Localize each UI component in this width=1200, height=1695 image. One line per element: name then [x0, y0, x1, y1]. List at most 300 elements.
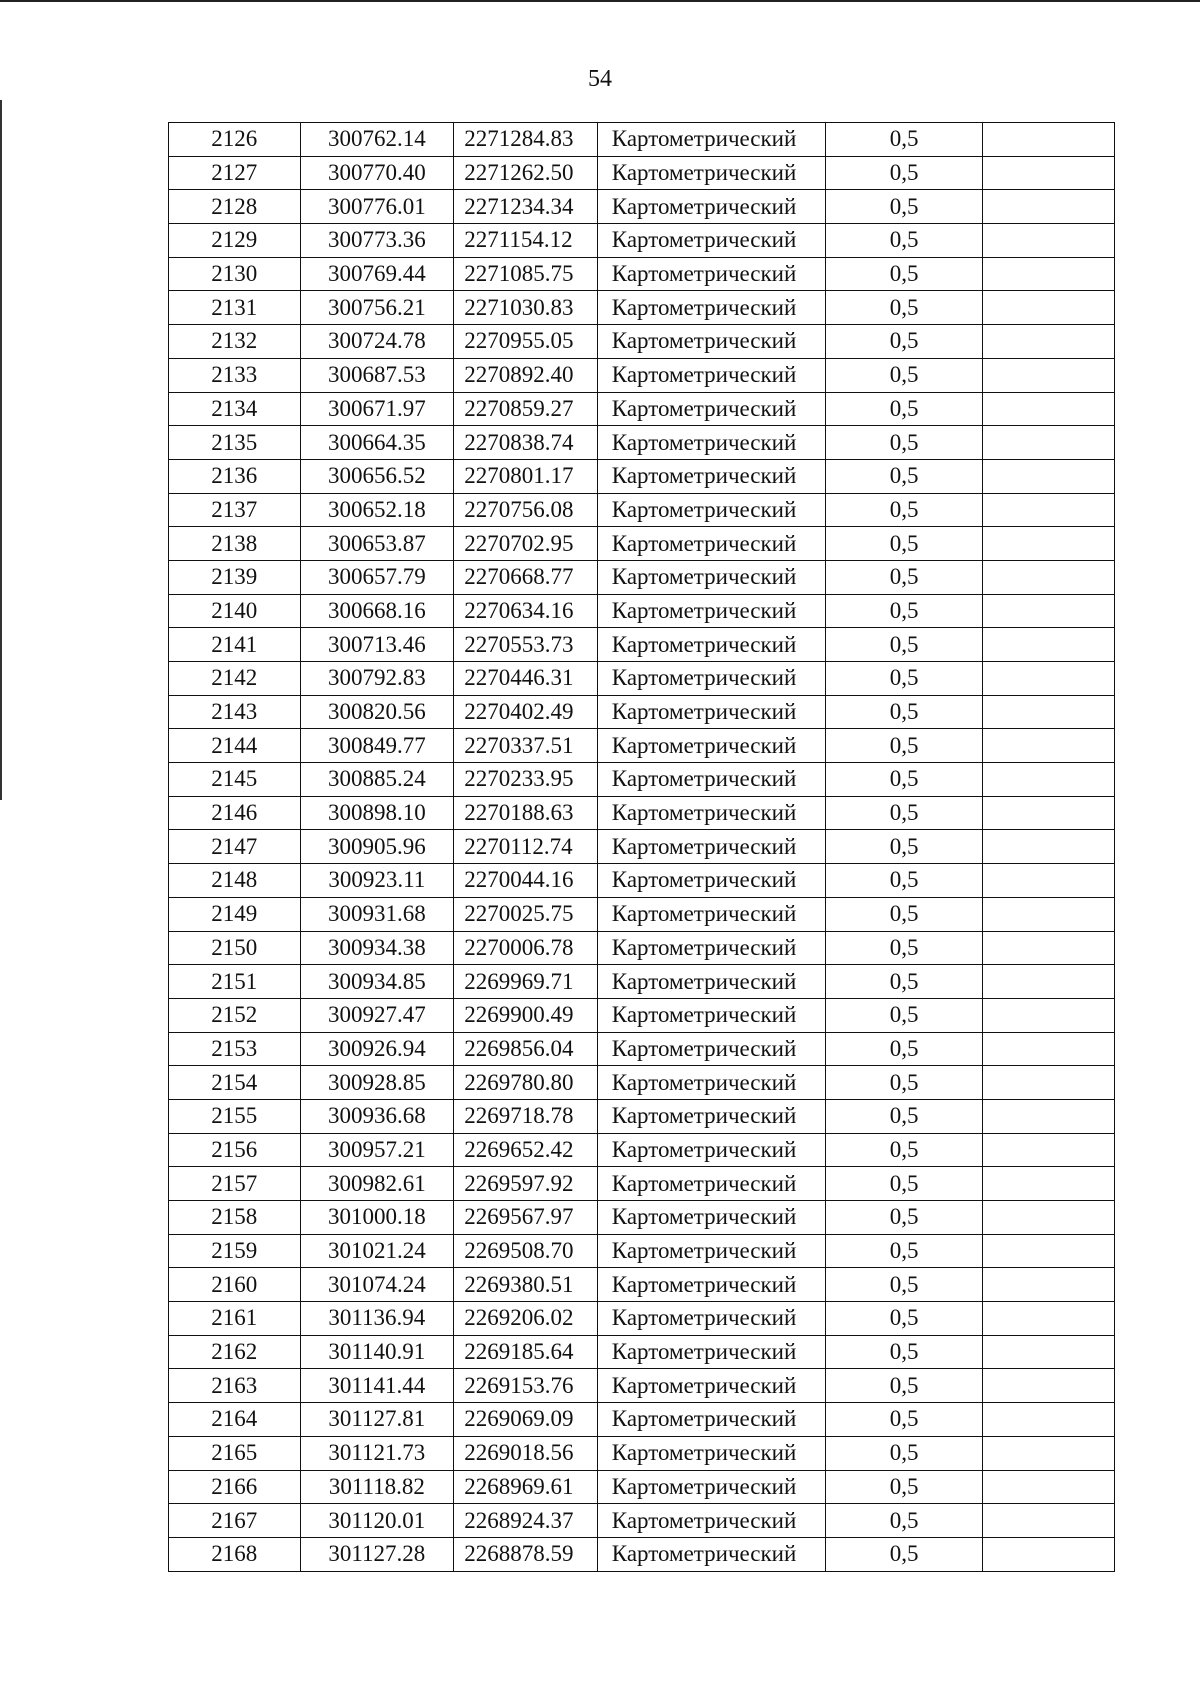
- note-cell: [983, 628, 1115, 662]
- x-coordinate-cell: 301021.24: [300, 1234, 454, 1268]
- accuracy-cell: 0,5: [825, 190, 983, 224]
- y-coordinate-cell: 2271234.34: [454, 190, 598, 224]
- table-row: [169, 1302, 1115, 1336]
- method-cell: Картометрический: [597, 123, 825, 157]
- y-coordinate-cell: 2268969.61: [454, 1470, 598, 1504]
- note-cell: [983, 358, 1115, 392]
- table-row: [169, 1234, 1115, 1268]
- x-coordinate-cell: 300849.77: [300, 729, 454, 763]
- x-coordinate-cell: 301118.82: [300, 1470, 454, 1504]
- x-coordinate-cell: 301120.01: [300, 1504, 454, 1538]
- note-cell: [983, 695, 1115, 729]
- point-number-cell: 2151: [169, 965, 301, 999]
- point-number-cell: 2161: [169, 1302, 301, 1336]
- x-coordinate-cell: 300928.85: [300, 1066, 454, 1100]
- y-coordinate-cell: 2270668.77: [454, 560, 598, 594]
- accuracy-cell: 0,5: [825, 1099, 983, 1133]
- note-cell: [983, 459, 1115, 493]
- note-cell: [983, 392, 1115, 426]
- note-cell: [983, 527, 1115, 561]
- accuracy-cell: 0,5: [825, 628, 983, 662]
- accuracy-cell: 0,5: [825, 1032, 983, 1066]
- y-coordinate-cell: 2271262.50: [454, 156, 598, 190]
- point-number-cell: 2143: [169, 695, 301, 729]
- y-coordinate-cell: 2269380.51: [454, 1268, 598, 1302]
- point-number-cell: 2146: [169, 796, 301, 830]
- table-row: [169, 1470, 1115, 1504]
- accuracy-cell: 0,5: [825, 459, 983, 493]
- y-coordinate-cell: 2271154.12: [454, 224, 598, 258]
- point-number-cell: 2164: [169, 1403, 301, 1437]
- table-row: [169, 662, 1115, 696]
- method-cell: Картометрический: [597, 594, 825, 628]
- x-coordinate-cell: 300957.21: [300, 1133, 454, 1167]
- x-coordinate-cell: 300713.46: [300, 628, 454, 662]
- method-cell: Картометрический: [597, 291, 825, 325]
- method-cell: Картометрический: [597, 1470, 825, 1504]
- x-coordinate-cell: 300653.87: [300, 527, 454, 561]
- method-cell: Картометрический: [597, 897, 825, 931]
- accuracy-cell: 0,5: [825, 224, 983, 258]
- x-coordinate-cell: 300656.52: [300, 459, 454, 493]
- note-cell: [983, 594, 1115, 628]
- table-row: [169, 763, 1115, 797]
- y-coordinate-cell: 2269069.09: [454, 1403, 598, 1437]
- point-number-cell: 2147: [169, 830, 301, 864]
- point-number-cell: 2144: [169, 729, 301, 763]
- table-row: [169, 156, 1115, 190]
- note-cell: [983, 1369, 1115, 1403]
- table-row: [169, 1167, 1115, 1201]
- x-coordinate-cell: 300898.10: [300, 796, 454, 830]
- method-cell: Картометрический: [597, 426, 825, 460]
- accuracy-cell: 0,5: [825, 493, 983, 527]
- y-coordinate-cell: 2269567.97: [454, 1201, 598, 1235]
- accuracy-cell: 0,5: [825, 763, 983, 797]
- method-cell: Картометрический: [597, 527, 825, 561]
- note-cell: [983, 1201, 1115, 1235]
- accuracy-cell: 0,5: [825, 1436, 983, 1470]
- note-cell: [983, 796, 1115, 830]
- point-number-cell: 2166: [169, 1470, 301, 1504]
- accuracy-cell: 0,5: [825, 1504, 983, 1538]
- x-coordinate-cell: 301141.44: [300, 1369, 454, 1403]
- top-border-line: [0, 0, 1200, 2]
- point-number-cell: 2141: [169, 628, 301, 662]
- x-coordinate-cell: 300756.21: [300, 291, 454, 325]
- point-number-cell: 2133: [169, 358, 301, 392]
- note-cell: [983, 291, 1115, 325]
- x-coordinate-cell: 300762.14: [300, 123, 454, 157]
- y-coordinate-cell: 2269018.56: [454, 1436, 598, 1470]
- table-row: [169, 1403, 1115, 1437]
- note-cell: [983, 1436, 1115, 1470]
- y-coordinate-cell: 2270402.49: [454, 695, 598, 729]
- point-number-cell: 2162: [169, 1335, 301, 1369]
- x-coordinate-cell: 300687.53: [300, 358, 454, 392]
- x-coordinate-cell: 300770.40: [300, 156, 454, 190]
- note-cell: [983, 325, 1115, 359]
- table-row: [169, 493, 1115, 527]
- y-coordinate-cell: 2269508.70: [454, 1234, 598, 1268]
- x-coordinate-cell: 300923.11: [300, 864, 454, 898]
- accuracy-cell: 0,5: [825, 1268, 983, 1302]
- note-cell: [983, 1234, 1115, 1268]
- point-number-cell: 2160: [169, 1268, 301, 1302]
- point-number-cell: 2149: [169, 897, 301, 931]
- x-coordinate-cell: 300652.18: [300, 493, 454, 527]
- note-cell: [983, 897, 1115, 931]
- accuracy-cell: 0,5: [825, 965, 983, 999]
- table-row: [169, 527, 1115, 561]
- method-cell: Картометрический: [597, 1504, 825, 1538]
- x-coordinate-cell: 300905.96: [300, 830, 454, 864]
- x-coordinate-cell: 300820.56: [300, 695, 454, 729]
- table-row: [169, 1201, 1115, 1235]
- x-coordinate-cell: 301136.94: [300, 1302, 454, 1336]
- method-cell: Картометрический: [597, 796, 825, 830]
- table-row: [169, 695, 1115, 729]
- y-coordinate-cell: 2270553.73: [454, 628, 598, 662]
- coordinates-table-body: [169, 123, 1115, 1572]
- method-cell: Картометрический: [597, 1302, 825, 1336]
- x-coordinate-cell: 300671.97: [300, 392, 454, 426]
- table-row: [169, 594, 1115, 628]
- x-coordinate-cell: 301127.81: [300, 1403, 454, 1437]
- accuracy-cell: 0,5: [825, 1335, 983, 1369]
- accuracy-cell: 0,5: [825, 1066, 983, 1100]
- y-coordinate-cell: 2269206.02: [454, 1302, 598, 1336]
- method-cell: Картометрический: [597, 358, 825, 392]
- point-number-cell: 2148: [169, 864, 301, 898]
- accuracy-cell: 0,5: [825, 257, 983, 291]
- table-row: [169, 1066, 1115, 1100]
- note-cell: [983, 1167, 1115, 1201]
- note-cell: [983, 830, 1115, 864]
- table-row: [169, 358, 1115, 392]
- note-cell: [983, 493, 1115, 527]
- note-cell: [983, 763, 1115, 797]
- point-number-cell: 2145: [169, 763, 301, 797]
- table-row: [169, 1032, 1115, 1066]
- x-coordinate-cell: 300926.94: [300, 1032, 454, 1066]
- note-cell: [983, 1335, 1115, 1369]
- y-coordinate-cell: 2268924.37: [454, 1504, 598, 1538]
- accuracy-cell: 0,5: [825, 325, 983, 359]
- note-cell: [983, 729, 1115, 763]
- y-coordinate-cell: 2269969.71: [454, 965, 598, 999]
- point-number-cell: 2136: [169, 459, 301, 493]
- accuracy-cell: 0,5: [825, 1403, 983, 1437]
- note-cell: [983, 1133, 1115, 1167]
- point-number-cell: 2142: [169, 662, 301, 696]
- note-cell: [983, 662, 1115, 696]
- accuracy-cell: 0,5: [825, 830, 983, 864]
- method-cell: Картометрический: [597, 729, 825, 763]
- x-coordinate-cell: 301074.24: [300, 1268, 454, 1302]
- y-coordinate-cell: 2270337.51: [454, 729, 598, 763]
- point-number-cell: 2167: [169, 1504, 301, 1538]
- method-cell: Картометрический: [597, 1537, 825, 1571]
- accuracy-cell: 0,5: [825, 358, 983, 392]
- y-coordinate-cell: 2271030.83: [454, 291, 598, 325]
- page-number: 54: [588, 66, 612, 92]
- accuracy-cell: 0,5: [825, 560, 983, 594]
- y-coordinate-cell: 2270756.08: [454, 493, 598, 527]
- point-number-cell: 2157: [169, 1167, 301, 1201]
- table-row: [169, 864, 1115, 898]
- y-coordinate-cell: 2269780.80: [454, 1066, 598, 1100]
- accuracy-cell: 0,5: [825, 796, 983, 830]
- x-coordinate-cell: 300776.01: [300, 190, 454, 224]
- table-row: [169, 628, 1115, 662]
- note-cell: [983, 426, 1115, 460]
- method-cell: Картометрический: [597, 830, 825, 864]
- method-cell: Картометрический: [597, 190, 825, 224]
- y-coordinate-cell: 2269856.04: [454, 1032, 598, 1066]
- y-coordinate-cell: 2271284.83: [454, 123, 598, 157]
- table-row: [169, 729, 1115, 763]
- note-cell: [983, 864, 1115, 898]
- point-number-cell: 2126: [169, 123, 301, 157]
- accuracy-cell: 0,5: [825, 662, 983, 696]
- point-number-cell: 2131: [169, 291, 301, 325]
- table-row: [169, 931, 1115, 965]
- x-coordinate-cell: 300885.24: [300, 763, 454, 797]
- method-cell: Картометрический: [597, 156, 825, 190]
- accuracy-cell: 0,5: [825, 897, 983, 931]
- accuracy-cell: 0,5: [825, 864, 983, 898]
- accuracy-cell: 0,5: [825, 1369, 983, 1403]
- method-cell: Картометрический: [597, 1133, 825, 1167]
- table-row: [169, 1504, 1115, 1538]
- method-cell: Картометрический: [597, 1268, 825, 1302]
- table-row: [169, 291, 1115, 325]
- point-number-cell: 2134: [169, 392, 301, 426]
- y-coordinate-cell: 2270188.63: [454, 796, 598, 830]
- table-row: [169, 1436, 1115, 1470]
- y-coordinate-cell: 2269718.78: [454, 1099, 598, 1133]
- note-cell: [983, 257, 1115, 291]
- point-number-cell: 2150: [169, 931, 301, 965]
- table-row: [169, 459, 1115, 493]
- note-cell: [983, 560, 1115, 594]
- accuracy-cell: 0,5: [825, 1201, 983, 1235]
- method-cell: Картометрический: [597, 1436, 825, 1470]
- method-cell: Картометрический: [597, 662, 825, 696]
- method-cell: Картометрический: [597, 325, 825, 359]
- point-number-cell: 2165: [169, 1436, 301, 1470]
- accuracy-cell: 0,5: [825, 392, 983, 426]
- x-coordinate-cell: 300927.47: [300, 998, 454, 1032]
- table-row: [169, 426, 1115, 460]
- note-cell: [983, 1099, 1115, 1133]
- table-row: [169, 224, 1115, 258]
- x-coordinate-cell: 300657.79: [300, 560, 454, 594]
- accuracy-cell: 0,5: [825, 1302, 983, 1336]
- table-row: [169, 325, 1115, 359]
- y-coordinate-cell: 2271085.75: [454, 257, 598, 291]
- y-coordinate-cell: 2268878.59: [454, 1537, 598, 1571]
- x-coordinate-cell: 301127.28: [300, 1537, 454, 1571]
- y-coordinate-cell: 2270892.40: [454, 358, 598, 392]
- method-cell: Картометрический: [597, 628, 825, 662]
- y-coordinate-cell: 2269900.49: [454, 998, 598, 1032]
- note-cell: [983, 224, 1115, 258]
- method-cell: Картометрический: [597, 459, 825, 493]
- y-coordinate-cell: 2270025.75: [454, 897, 598, 931]
- point-number-cell: 2153: [169, 1032, 301, 1066]
- method-cell: Картометрический: [597, 224, 825, 258]
- method-cell: Картометрический: [597, 560, 825, 594]
- point-number-cell: 2154: [169, 1066, 301, 1100]
- method-cell: Картометрический: [597, 257, 825, 291]
- note-cell: [983, 123, 1115, 157]
- accuracy-cell: 0,5: [825, 931, 983, 965]
- method-cell: Картометрический: [597, 1201, 825, 1235]
- accuracy-cell: 0,5: [825, 998, 983, 1032]
- x-coordinate-cell: 300931.68: [300, 897, 454, 931]
- point-number-cell: 2155: [169, 1099, 301, 1133]
- x-coordinate-cell: 300936.68: [300, 1099, 454, 1133]
- method-cell: Картометрический: [597, 1167, 825, 1201]
- y-coordinate-cell: 2269185.64: [454, 1335, 598, 1369]
- x-coordinate-cell: 300982.61: [300, 1167, 454, 1201]
- note-cell: [983, 1066, 1115, 1100]
- point-number-cell: 2128: [169, 190, 301, 224]
- x-coordinate-cell: 300668.16: [300, 594, 454, 628]
- x-coordinate-cell: 300934.38: [300, 931, 454, 965]
- point-number-cell: 2127: [169, 156, 301, 190]
- method-cell: Картометрический: [597, 1335, 825, 1369]
- y-coordinate-cell: 2269652.42: [454, 1133, 598, 1167]
- table-row: [169, 1537, 1115, 1571]
- x-coordinate-cell: 300773.36: [300, 224, 454, 258]
- method-cell: Картометрический: [597, 1066, 825, 1100]
- table-row: [169, 965, 1115, 999]
- accuracy-cell: 0,5: [825, 729, 983, 763]
- y-coordinate-cell: 2270702.95: [454, 527, 598, 561]
- table-row: [169, 257, 1115, 291]
- note-cell: [983, 931, 1115, 965]
- point-number-cell: 2156: [169, 1133, 301, 1167]
- x-coordinate-cell: 300934.85: [300, 965, 454, 999]
- method-cell: Картометрический: [597, 695, 825, 729]
- y-coordinate-cell: 2270112.74: [454, 830, 598, 864]
- table-row: [169, 897, 1115, 931]
- accuracy-cell: 0,5: [825, 1537, 983, 1571]
- accuracy-cell: 0,5: [825, 527, 983, 561]
- table-row: [169, 1099, 1115, 1133]
- point-number-cell: 2130: [169, 257, 301, 291]
- table-row: [169, 392, 1115, 426]
- note-cell: [983, 1302, 1115, 1336]
- accuracy-cell: 0,5: [825, 1133, 983, 1167]
- method-cell: Картометрический: [597, 1032, 825, 1066]
- x-coordinate-cell: 301121.73: [300, 1436, 454, 1470]
- x-coordinate-cell: 301000.18: [300, 1201, 454, 1235]
- method-cell: Картометрический: [597, 1403, 825, 1437]
- method-cell: Картометрический: [597, 1369, 825, 1403]
- accuracy-cell: 0,5: [825, 1234, 983, 1268]
- note-cell: [983, 156, 1115, 190]
- y-coordinate-cell: 2269153.76: [454, 1369, 598, 1403]
- x-coordinate-cell: 300792.83: [300, 662, 454, 696]
- x-coordinate-cell: 300664.35: [300, 426, 454, 460]
- x-coordinate-cell: 300724.78: [300, 325, 454, 359]
- note-cell: [983, 1504, 1115, 1538]
- point-number-cell: 2140: [169, 594, 301, 628]
- y-coordinate-cell: 2270859.27: [454, 392, 598, 426]
- table-row: [169, 560, 1115, 594]
- y-coordinate-cell: 2270044.16: [454, 864, 598, 898]
- y-coordinate-cell: 2270446.31: [454, 662, 598, 696]
- accuracy-cell: 0,5: [825, 426, 983, 460]
- accuracy-cell: 0,5: [825, 1167, 983, 1201]
- accuracy-cell: 0,5: [825, 695, 983, 729]
- table-row: [169, 796, 1115, 830]
- table-row: [169, 123, 1115, 157]
- accuracy-cell: 0,5: [825, 594, 983, 628]
- point-number-cell: 2137: [169, 493, 301, 527]
- table-row: [169, 1335, 1115, 1369]
- method-cell: Картометрический: [597, 1234, 825, 1268]
- note-cell: [983, 1537, 1115, 1571]
- method-cell: Картометрический: [597, 998, 825, 1032]
- point-number-cell: 2138: [169, 527, 301, 561]
- y-coordinate-cell: 2270801.17: [454, 459, 598, 493]
- method-cell: Картометрический: [597, 931, 825, 965]
- point-number-cell: 2168: [169, 1537, 301, 1571]
- coordinates-table: [168, 122, 1115, 1572]
- accuracy-cell: 0,5: [825, 156, 983, 190]
- accuracy-cell: 0,5: [825, 1470, 983, 1504]
- y-coordinate-cell: 2270838.74: [454, 426, 598, 460]
- y-coordinate-cell: 2269597.92: [454, 1167, 598, 1201]
- left-scan-edge-line: [0, 100, 2, 800]
- method-cell: Картометрический: [597, 965, 825, 999]
- table-row: [169, 1133, 1115, 1167]
- note-cell: [983, 190, 1115, 224]
- note-cell: [983, 998, 1115, 1032]
- table-row: [169, 830, 1115, 864]
- table-row: [169, 1268, 1115, 1302]
- point-number-cell: 2158: [169, 1201, 301, 1235]
- point-number-cell: 2163: [169, 1369, 301, 1403]
- method-cell: Картометрический: [597, 392, 825, 426]
- method-cell: Картометрический: [597, 763, 825, 797]
- point-number-cell: 2135: [169, 426, 301, 460]
- point-number-cell: 2139: [169, 560, 301, 594]
- y-coordinate-cell: 2270006.78: [454, 931, 598, 965]
- method-cell: Картометрический: [597, 493, 825, 527]
- table-row: [169, 1369, 1115, 1403]
- point-number-cell: 2159: [169, 1234, 301, 1268]
- note-cell: [983, 1268, 1115, 1302]
- accuracy-cell: 0,5: [825, 291, 983, 325]
- accuracy-cell: 0,5: [825, 123, 983, 157]
- note-cell: [983, 965, 1115, 999]
- point-number-cell: 2152: [169, 998, 301, 1032]
- table-row: [169, 190, 1115, 224]
- note-cell: [983, 1403, 1115, 1437]
- method-cell: Картометрический: [597, 864, 825, 898]
- y-coordinate-cell: 2270634.16: [454, 594, 598, 628]
- y-coordinate-cell: 2270233.95: [454, 763, 598, 797]
- note-cell: [983, 1470, 1115, 1504]
- table-row: [169, 998, 1115, 1032]
- method-cell: Картометрический: [597, 1099, 825, 1133]
